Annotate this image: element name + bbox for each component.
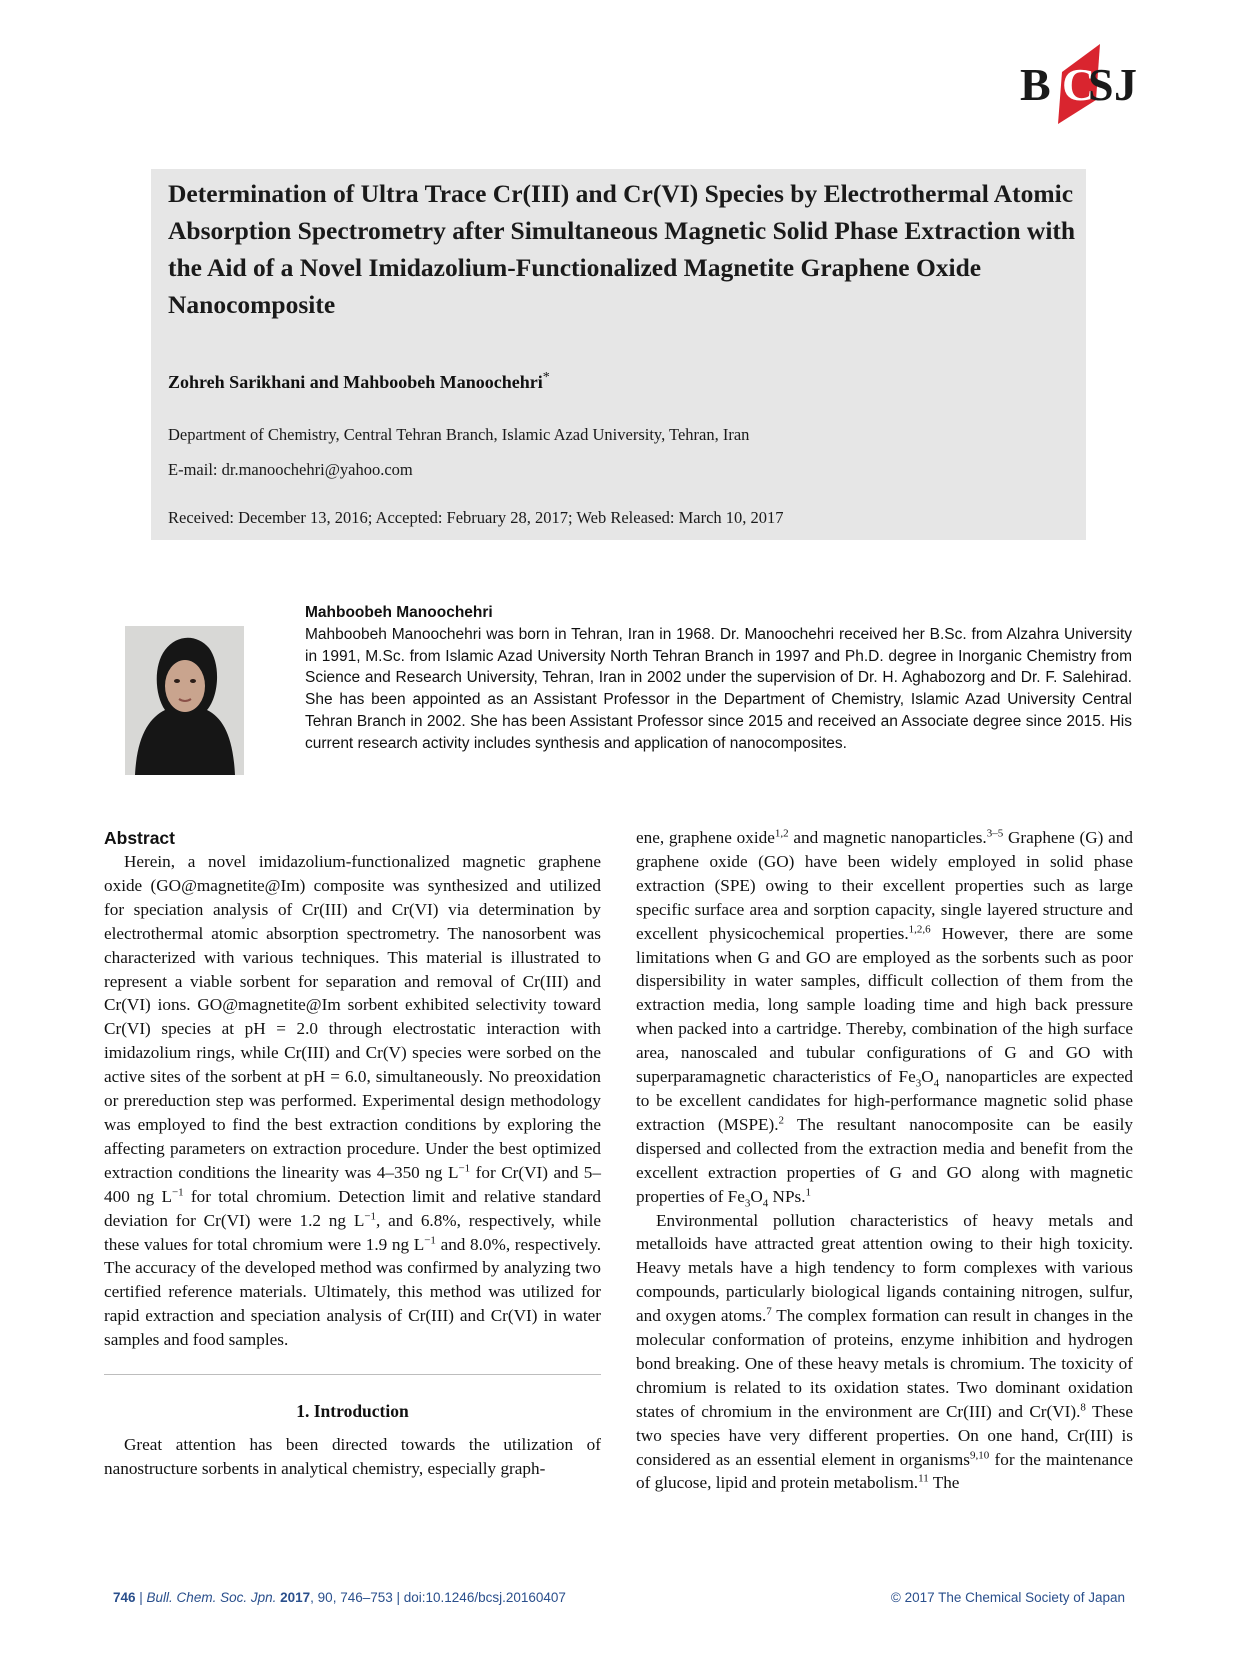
footer-copyright: © 2017 The Chemical Society of Japan [890,1590,1125,1605]
left-column [104,826,601,1481]
paper-title: Determination of Ultra Trace Cr(III) and Cr(VI) Species by Electrothermal Atomic Absorption Spectrometry after Simultaneous Magnetic Solid Phase Extraction with the Aid of a Novel Imidazolium-Functionalized Magnetite Graphene Oxide Nanocomposite [168,179,1076,319]
abstract-text [104,850,601,1352]
text-run: ene, graphene oxide [636,828,775,847]
citation[interactable]: 7 [766,1305,772,1318]
superscript: −1 [171,1185,184,1198]
abstract-text-part: and 8.0%, respectively. The accuracy of the developed method was confirmed by analyzing two certified reference materials. Ultimately, this method was utilized for rapid extraction and speciation analysis of Cr(III) and Cr(VI) in water samples and food samples. [104,1234,601,1350]
citation[interactable]: 3–5 [986,827,1004,840]
citation[interactable]: 1 [805,1185,812,1198]
subscript: 4 [762,1197,769,1210]
journal-name: Bull. Chem. Soc. Jpn. [146,1590,277,1605]
superscript: −1 [458,1162,471,1175]
text-run: O [750,1186,763,1206]
bcsj-logo [1018,42,1138,124]
text-run: The complex formation can result in changes in the molecular conformation of proteins, enzyme inhibition and hydrogen bond breaking. One of these heavy metals is chromium. The toxicity of chromium is related to its oxidation states. Two dominant oxidation states of chromium in the environment are Cr(III) and Cr(VI). [636,1306,1133,1421]
subscript: 3 [915,1077,922,1090]
right-column [636,826,1133,1495]
citation[interactable]: 1,2 [774,827,789,840]
abstract-text-part: Herein, a novel imidazolium-functionalized magnetic graphene oxide (GO@magnetite@Im) composite was synthesized and utilized for speciation analysis of Cr(III) and Cr(VI) via determination by electrothermal atomic absorption spectrometry. The nanosorbent was characterized with various techniques. This material is illustrated to represent a viable sorbent for separation and removal of Cr(III) and Cr(VI) ions. GO@magnetite@Im sorbent exhibited selectivity toward Cr(VI) species at pH = 2.0 through electrostatic interaction with imidazolium rings, while Cr(III) and Cr(V) species were sorbed on the active sites of the sorbent at pH = 6.0, simultaneously. No preoxidation or prereduction step was performed. Experimental design methodology was employed to find the best extraction conditions by exploring the affecting parameters on extraction procedure. Under the best optimized extraction conditions the linearity was 4–350 ng L [104,852,601,1182]
svg-text:J: J [1114,59,1137,110]
email-line[interactable]: E-mail: dr.manoochehri@yahoo.com [168,460,413,479]
introduction-paragraph: Great attention has been directed towards the utilization of nanostructure sorbents in analytical chemistry, especially graph- [104,1435,601,1478]
text-run: However, there are some limitations when G and GO are employed as the sorbents such as poor dispersibility in water samples, difficult collection of them from the extraction media, long sample loading time and high back pressure when packed into a cartridge. Thereby, combination of the high surface area, nanoscaled and tubular configurations of G and GO with superparamagnetic characteristics of Fe [636,923,1133,1087]
text-run: The [928,1473,960,1493]
superscript: −1 [424,1233,436,1246]
subscript: 4 [933,1077,940,1090]
section-divider [104,1374,601,1375]
text-run: The resultant nanocomposite can be easily dispersed and collected from the extraction media and benefit from the excellent extraction properties of G and GO along with magnetic properties of Fe [636,1114,1133,1206]
text-run: Environmental pollution characteristics of heavy metals and metalloids have attracted great attention owing to their high toxicity. Heavy metals have a high tendency to form complexes with various compounds, particularly biological ligands containing nitrogen, sulfur, and oxygen atoms. [636,1210,1133,1326]
abstract-heading: Abstract [104,828,175,848]
bio-name: Mahboobeh Manoochehri [305,604,493,621]
text-run: These two species have very different properties. On one hand, Cr(III) is considered as an essential element in organisms [636,1401,1133,1469]
svg-text:C: C [1062,59,1096,110]
text-run: O [921,1067,934,1087]
text-run: Graphene (G) and graphene oxide (GO) have been widely employed in solid phase extraction (SPE) owing to their excellent properties such as large specific surface area and sorption capacity, single layered structure and excellent physicochemical properties. [636,828,1133,943]
introduction-paragraph-2 [636,1209,1133,1496]
affiliation: Department of Chemistry, Central Tehran Branch, Islamic Azad University, Tehran, Iran [168,425,750,444]
citation[interactable]: 8 [1080,1401,1086,1414]
publication-dates: Received: December 13, 2016; Accepted: February 28, 2017; Web Released: March 10, 2017 [168,508,784,527]
svg-text:S: S [1088,59,1114,110]
journal-year: 2017 [280,1590,311,1605]
citation[interactable]: 2 [778,1114,785,1127]
author-photo [125,626,244,775]
page-number: 746 [113,1590,136,1605]
volume-doi[interactable]: , 90, 746–753 | doi:10.1246/bcsj.20160407 [310,1590,566,1605]
abstract-text-part: for Cr(VI) and 5–400 ng L [104,1162,601,1206]
introduction-continued [636,826,1133,1209]
author-list [168,370,550,394]
abstract-text-part: , and 6.8%, respectively, while these values for total chromium were 1.9 ng L [104,1210,601,1254]
svg-text:B: B [1020,59,1051,110]
subscript: 3 [744,1197,751,1210]
separator: | [135,1590,147,1605]
abstract-text-part: for total chromium. Detection limit and relative standard deviation for Cr(VI) were 1.2 ng L [104,1186,601,1230]
bio-text: Mahboobeh Manoochehri was born in Tehran, Iran in 1968. Dr. Manoochehri received her B.Sc. from Alzahra University in 1991, M.Sc. from Islamic Azad University North Tehran Branch in 1997 and Ph.D. degree in Inorganic Chemistry from Science and Research University, Tehran, Iran in 2002 under the supervision of Dr. H. Aghabozorg and Dr. F. Salehirad. She has been appointed as an Assistant Professor in the Department of Chemistry, Islamic Azad University Central Tehran Branch in 2002. She has been Assistant Professor since 2015 and received an Associate degree since 2015. His current research activity includes synthesis and application of nanocomposites. [305,626,1132,752]
text-run: nanoparticles are expected to be excellent candidates for high-performance magnetic solid phase extraction (MSPE). [636,1067,1133,1134]
author-names: Zohreh Sarikhani and Mahboobeh Manoochehri [168,372,543,392]
citation[interactable]: 11 [918,1472,929,1485]
corresponding-mark: * [542,370,550,385]
text-run: for the maintenance of glucose, lipid and protein metabolism. [636,1449,1133,1493]
citation[interactable]: 1,2,6 [908,922,931,935]
text-run: and magnetic nanoparticles. [788,828,987,847]
bcsj-logo-graphic [1018,42,1138,124]
text-run: NPs. [768,1186,806,1206]
footer-citation [113,1590,566,1605]
citation[interactable]: 9,10 [970,1448,990,1461]
introduction-heading: 1. Introduction [296,1401,409,1422]
author-portrait-icon [125,626,244,775]
superscript: −1 [364,1209,377,1222]
